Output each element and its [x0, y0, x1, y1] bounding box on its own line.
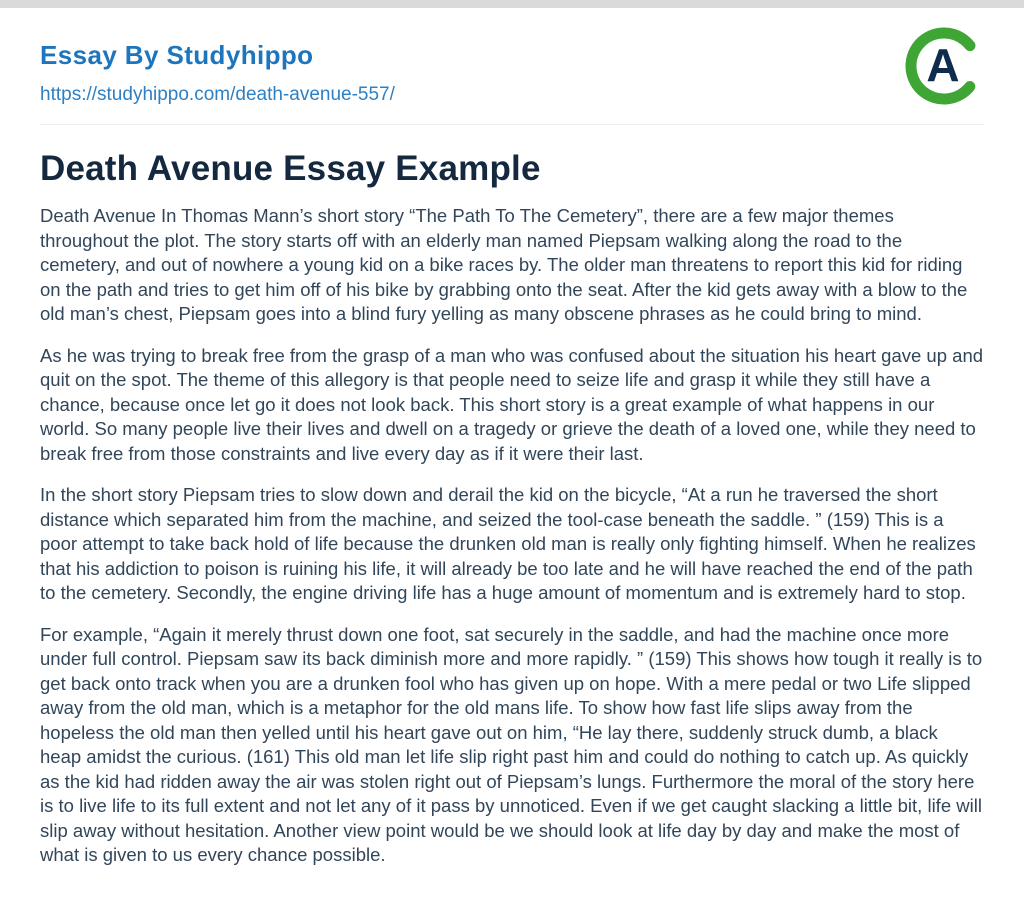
essay-paragraph: For example, “Again it merely thrust down one foot, sat securely in the saddle, and had the machine once more under full control. Piepsam saw its back diminish more and more rapidly. ” (159) This shows how tough it really is to get back onto track when you are a drunken fool who has given up on hope. With a mere pedal or two Life slipped away from the old man, which is a metaphor for the old mans life. To show how fast life slips away from the hopeless the old man then yelled until his heart gave out on him, “He lay there, suddenly struck dumb, a black heap amidst the curious. (161) This old man let life slip right past him and could do nothing to catch up. As quickly as the kid had ridden away the air was stolen right out of Piepsam’s lungs. Furthermore the moral of the story here is to live life to its full extent and not let any of it pass by unnoticed. Even if we get caught slacking a little bit, life will slip away without hesitation. Another view point would be we should look at life day by day and make the most of what is given to us every chance possible.: [40, 623, 983, 865]
site-header: [40, 8, 984, 125]
logo-svg: [904, 26, 984, 106]
header-text: [40, 22, 395, 106]
top-strip: [0, 0, 1024, 8]
essay-title: Death Avenue Essay Example: [40, 149, 541, 188]
essay-article: [40, 149, 984, 868]
essay-paragraph: In the short story Piepsam tries to slow down and derail the kid on the bicycle, “At a run he traversed the short distance which separated him from the machine, and seized the tool-case beneath the saddle. ” (159) This is a poor attempt to take back hold of life because the drunken old man is really only fighting himself. When he realizes that his addiction to poison is ruining his life, it will already be too late and he will have reached the end of the path to the cemetery. Secondly, the engine driving life has a huge amount of momentum and is extremely hard to stop.: [40, 484, 976, 603]
site-title: Essay By Studyhippo: [40, 40, 314, 70]
logo-letter: A: [926, 39, 960, 91]
content-card: [0, 8, 1024, 904]
essay-paragraph: As he was trying to break free from the grasp of a man who was confused about the situation his heart gave up and quit on the spot. The theme of this allegory is that people need to seize life and grasp it while they still have a chance, because once let go it does not look back. This short story is a great example of what happens in our world. So many people live their lives and dwell on a tragedy or grieve the death of a loved one, while they need to break free from those constraints and live every day as if it were their last.: [40, 344, 984, 464]
studyhippo-logo-icon: [904, 26, 984, 106]
essay-paragraph: Death Avenue In Thomas Mann’s short story “The Path To The Cemetery”, there are a few major themes throughout the plot. The story starts off with an elderly man named Piepsam walking along the road to the cemetery, and out of nowhere a young kid on a bike races by. The older man threatens to report this kid for riding on the path and tries to get him off of his bike by grabbing onto the seat. After the kid gets away with a blow to the old man’s chest, Piepsam goes into a blind fury yelling as many obscene phrases as he could bring to mind.: [40, 205, 968, 324]
page-url-link[interactable]: https://studyhippo.com/death-avenue-557/: [40, 84, 395, 105]
